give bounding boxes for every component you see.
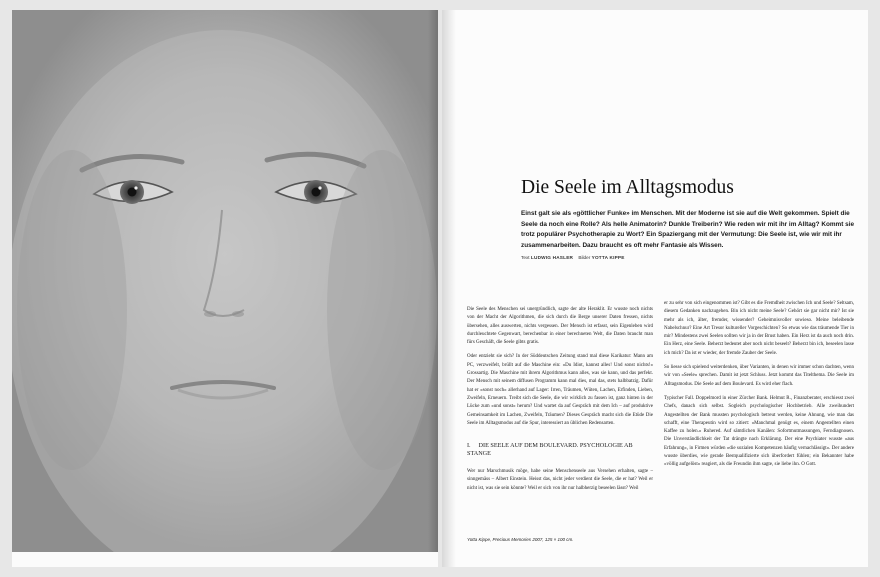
paragraph: So liesse sich spielend weiterdenken, über Varianten, in denen wir immer schon dachten, wenn wir von «Seele» sprechen. Damit ist jetzt Schluss. Jetzt kommt das Titelthema. Die Seele im Alltagsmodus. Die Seele auf dem Boulevard. Es wird eher flach. (664, 365, 854, 387)
credit-images-label: Bilder (578, 255, 591, 260)
magazine-spread (12, 10, 868, 567)
body-column-left (467, 306, 653, 499)
caption-details: 2007, 125 × 100 cm. (532, 537, 574, 542)
article-lead: Einst galt sie als «göttlicher Funke» im Menschen. Mit der Moderne ist sie auf die Welt gekommen. Spielt die Seele da noch eine Rolle? Als helle Animatorin? Dunkle Treiberin? Wie reden wir mit ihr im Alltag? Kommt sie trotz populärer Psychotherapie zu Wort? Ein Spaziergang mit der Vermutung: Die Seele ist, wie wir mit ihr zusammenarbeiten. Dazu braucht es oft mehr Fantasie als Wissen. (521, 210, 855, 249)
paragraph: Die Seele des Menschen sei unergründlich, sagte der alte Heraklit. Er wusste noch nichts von der Macht der Algorithmen, die sich durch die Berge unserer Daten fressen, nichts übersehen, alles auswerten, nichts vergessen. Der Mensch ist erfasst, sein Eigenleben wird durchleuchtete Gegenwart, berechenbar in einer berechneten Welt, die Daten braucht man fürs Geschäft, die Seele gibts gratis. (467, 307, 653, 346)
credit-author: LUDWIG HASLER (530, 255, 574, 260)
credit-photographer: YOTTA KIPPE (591, 255, 625, 260)
paragraph: Typischer Fall. Doppelmord in einer Zürcher Bank. Helmut R., Finanzberater, erschiesst zwei Chefs, danach sich selbst. Sogleich psychologischer Hochbetrieb. Alle zweihundert Angestellten der Bank mussten psychologisch betreut werden, keine Ahnung, wie man das schafft, eine Therapeutin wird so zitiert: «Manchmal genügt es, einem Angestellten einen Kaffee zu holen.» Ruhered. Auf sämtlichen Kanälen: Sofortmutmassungen, Ferndiagnosen. Die Unverständlichkeit der Tat drängte nach Erklärung. Der eine Psychiater wusste «aus Erfahrung», in Firmen würden «die sozialen Kompetenzen häufig vernachlässigt». Der andere wusste überdies, wie gerade Bestqualifizierte sich überfordert fühlen; ein Bekannter habe «völlig aufgelöst» reagiert, als die Freundin ihm sagte, sie liebe ihn. O Gott. (664, 395, 854, 468)
section-heading (467, 442, 653, 458)
article-credits (521, 255, 625, 260)
portrait-photo-page (12, 10, 438, 567)
page-margin (12, 552, 438, 567)
face-portrait-image (12, 10, 438, 552)
section-number: I. (467, 442, 471, 450)
image-caption (467, 537, 573, 542)
body-column-right (664, 300, 854, 476)
paragraph: Wer nur Marschmusik möge, habe seine Menschenseele aus Versehen erhalten, sagte – sinngemäss – Albert Einstein. Heisst das, nicht jeder verdient die Seele, die er hat? Weil er nicht ist, was sie sein könnte? Weil er sich von ihr nur halbherzig beseelen lässt? Weil (467, 469, 653, 491)
credit-text-label: Text (521, 255, 530, 260)
paragraph: er zu sehr von sich eingenommen ist? Gibt es die Fremdheit zwischen Ich und Seele? Seltsam, diesem Gedanken nachzugehen. Bin ich nicht meine Seele? Gehört sie gar nicht mir? Ist sie mehr als ich, älter, fremder, wissender? Geheimnisvoller sowieso. Meine beleibende Nabelschnur? Eine Art Tresor kultureller Vorgeschichten? So etwas wie das träumende Tier in mir? Mindestens zwei Seelen sollten wir ja in der Brust haben. Ein Herz ist da auch noch drin. Ein Herz, eine Seele. Beherzt bedeutet aber noch nicht beseelt? Beherzt bin ich, beseelen lasse ich mich? Da ist er wieder, der fremde Zauber der Seele. (664, 301, 854, 356)
section-title: DIE SEELE AUF DEM BOULEVARD. PSYCHOLOGIE AB STANGE (467, 442, 633, 458)
paragraph: Oder entzieht sie sich? In der Süddeutschen Zeitung stand mal diese Karikatur: Mann am PC, verzweifelt, brüllt auf die Maschine ein: «Du Idiot, kannst alles! Und sonst nichts!» Grossartig. Die Maschine mit ihrem Algorithmus kann alles, was sie kann, und das perfekt. Der Mensch mit seinem diffusen Programm kann mal dies, mal das, stets halbbatzig. Dafür hat er «sonst noch» allerhand auf Lager: Irren, Träumen, Wüten, Lachen, Erfinden, Lieben, Zweifeln, Erneuern. Treibt sich die Seele, die wir wirklich zu fassen ist, ganz hinten in der Lücke zum «und sonst» herum? Und wartet da auf Gespräch mit dem Ich – auf produktive Gemeinsamkeit im Lachen, Zweifeln, Träumen? Dieses Gespräch macht sich die Etüde Die Seele im Alltagsmodus auf die Spur, interessiert an üblichen Redensarten. (467, 354, 653, 426)
binding-shadow (442, 10, 456, 567)
gutter-shadow (428, 10, 438, 552)
article-title: Die Seele im Alltagsmodus (521, 177, 734, 198)
caption-work: Precious Memories (492, 537, 532, 542)
caption-artist: Yotta Kippe, (467, 537, 492, 542)
